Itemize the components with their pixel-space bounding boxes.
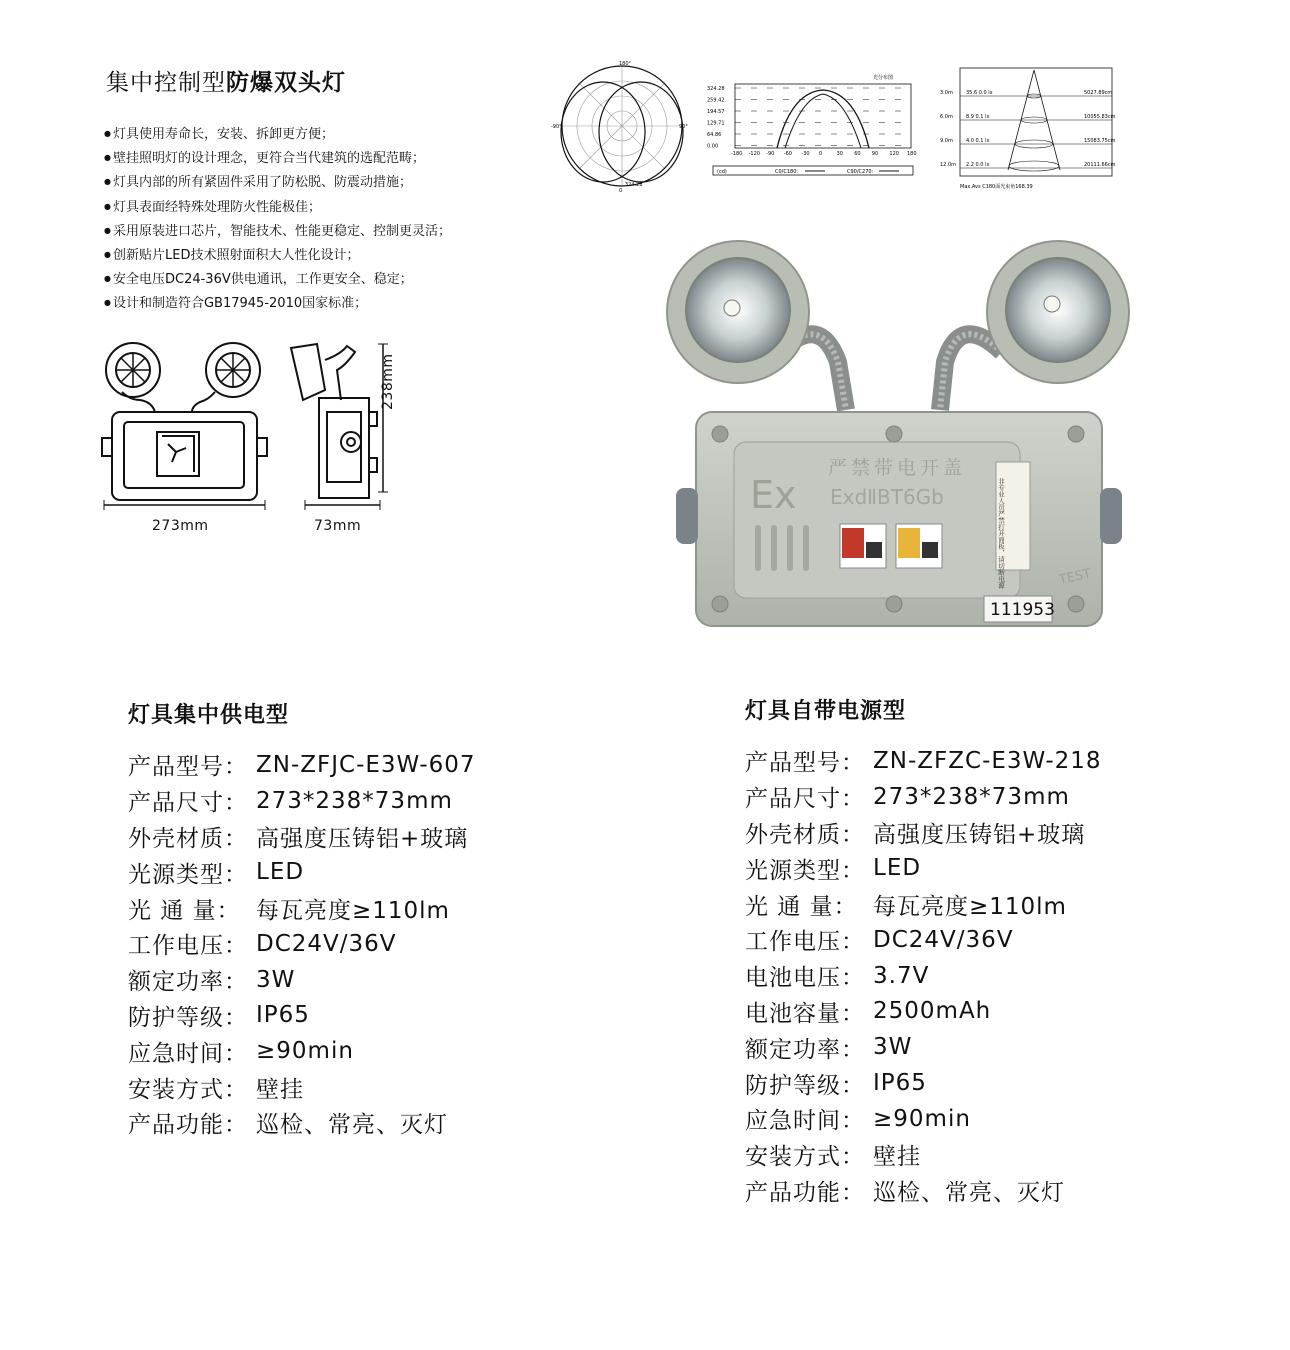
spec-value: 每瓦亮度≥110lm <box>256 897 450 924</box>
spec-row <box>128 854 476 890</box>
title-normal: 集中控制型 <box>106 70 226 96</box>
cone-d-label: 3.0m <box>940 90 953 96</box>
product-photo <box>660 232 1145 632</box>
spec-value: 3W <box>873 1034 913 1061</box>
feature-item: ● 壁挂照明灯的设计理念，更符合当代建筑的选配范畴； <box>104 146 451 170</box>
spec-value: 壁挂 <box>256 1076 304 1103</box>
spec-row <box>128 1069 476 1105</box>
cover-text: 严禁带电开盖 <box>828 457 967 479</box>
spec-value: DC24V/36V <box>873 926 1014 953</box>
spec-key: 产品尺寸： <box>745 786 865 813</box>
feature-item: ● 设计和制造符合GB17945-2010国家标准； <box>104 291 451 315</box>
y-tick-label: 259.42 <box>707 97 725 104</box>
y-tick-label: 64.86 <box>707 132 722 138</box>
page-title <box>106 64 346 97</box>
spec-key: 产品型号： <box>128 754 248 781</box>
polar-label-left: -90° <box>551 124 562 130</box>
spec-row <box>745 1101 1102 1137</box>
spec-value: 高强度压铸铝+玻璃 <box>256 825 469 852</box>
spec-row <box>128 926 476 962</box>
test-label: TEST <box>1057 566 1093 588</box>
cone-r-label: 5027.89cm <box>1084 90 1113 96</box>
x-tick-label: -180 <box>731 151 743 157</box>
spec-key: 应急时间： <box>745 1108 865 1135</box>
spec-key: 应急时间： <box>128 1040 248 1067</box>
spec-row <box>745 1173 1102 1209</box>
x-tick-label: 120 <box>889 151 899 157</box>
distribution-chart <box>705 72 917 180</box>
spec-block-self-powered <box>745 694 1102 1208</box>
spec-value: LED <box>873 855 922 882</box>
x-tick-label: 0 <box>819 151 823 157</box>
spec-row <box>128 1105 476 1141</box>
spec-key: 工作电压： <box>128 933 248 960</box>
polar-label-top: 180° <box>619 61 632 67</box>
cone-lx-label: 2.2 0.0 lx <box>966 162 990 168</box>
spec-key: 电池电压： <box>745 965 865 992</box>
spec-key: 光 通 量： <box>745 893 858 920</box>
spec-value: LED <box>256 859 305 886</box>
spec-row <box>128 783 476 819</box>
spec-row <box>745 922 1102 958</box>
feature-item: ● 灯具使用寿命长，安装、拆卸更方便； <box>104 122 451 146</box>
feature-item: ● 灯具表面经特殊处理防火性能极佳； <box>104 195 451 219</box>
spec-row <box>745 815 1102 851</box>
cone-r-label: 20111.66cm <box>1084 162 1116 168</box>
spec-row <box>745 994 1102 1030</box>
cone-lx-label: 8.9 0.1 lx <box>966 114 990 120</box>
ex-mark: Ex <box>750 473 797 517</box>
spec-row <box>745 850 1102 886</box>
front-view-drawing <box>100 340 270 515</box>
spec-row <box>128 819 476 855</box>
spec-value: 巡检、常亮、灭灯 <box>256 1112 448 1139</box>
cone-footer: Max.Avs C180面光束角168.39 <box>960 184 1033 190</box>
spec-heading-self-powered: 灯具自带电源型 <box>745 699 907 724</box>
x-tick-label: 30 <box>836 151 843 157</box>
distribution-title: 光分布图 <box>873 75 894 81</box>
spec-value: 3W <box>256 966 296 993</box>
cone-r-label: 15083.75cm <box>1084 138 1116 144</box>
x-tick-label: -90 <box>766 151 775 157</box>
spec-value: 3.7V <box>873 962 930 989</box>
spec-key: 产品尺寸： <box>128 790 248 817</box>
width-dimension: 273mm <box>152 518 209 534</box>
cone-lx-label: 35.6 0.0 lx <box>966 90 993 96</box>
spec-key: 工作电压： <box>745 929 865 956</box>
spec-value: IP65 <box>873 1070 927 1097</box>
cone-d-label: 9.0m <box>940 138 953 144</box>
spec-key: 防护等级： <box>745 1072 865 1099</box>
spec-value: 每瓦亮度≥110lm <box>873 893 1067 920</box>
legend-c90: C90/C270: <box>847 169 874 175</box>
polar-label-right: 90° <box>679 124 688 130</box>
spec-row <box>745 886 1102 922</box>
depth-dimension: 73mm <box>314 518 362 534</box>
spec-value: IP65 <box>256 1002 310 1029</box>
x-tick-label: 180 <box>907 151 917 157</box>
feature-item: ● 采用原装进口芯片，智能技术、性能更稳定、控制更灵活； <box>104 219 451 243</box>
spec-value: ≥90min <box>256 1038 354 1065</box>
warning-label: 非专业人员严禁打开面板，请切断电源 <box>997 478 1005 589</box>
spec-value: 2500mAh <box>873 998 992 1025</box>
spec-key: 光源类型： <box>745 857 865 884</box>
spec-key: 光源类型： <box>128 861 248 888</box>
spec-value: ZN-ZFZC-E3W-218 <box>873 747 1102 774</box>
y-tick-label: 324.28 <box>707 86 725 92</box>
y-tick-label: 129.71 <box>707 120 725 127</box>
spec-key: 外壳材质： <box>128 825 248 852</box>
feature-list <box>104 122 451 316</box>
ex-code: ExdⅡBT6Gb <box>830 485 944 509</box>
spec-row <box>745 1137 1102 1173</box>
x-tick-label: 60 <box>854 151 861 157</box>
spec-row <box>128 890 476 926</box>
spec-value: 273*238*73mm <box>256 787 453 814</box>
spec-row <box>745 743 1102 779</box>
illuminance-cone-diagram <box>938 66 1118 190</box>
spec-value: 壁挂 <box>873 1144 921 1171</box>
spec-row <box>128 962 476 998</box>
y-tick-label: 0.00 <box>707 143 719 150</box>
polar-label-bottom: 0 <box>619 188 623 194</box>
feature-item: ● 创新贴片LED技术照射面积大人性化设计； <box>104 243 451 267</box>
spec-key: 产品功能： <box>128 1112 248 1139</box>
spec-heading-central: 灯具集中供电型 <box>128 703 290 728</box>
height-dimension: 238mm <box>380 353 396 410</box>
cone-d-label: 12.0m <box>940 162 957 168</box>
feature-item: ● 安全电压DC24-36V供电通讯，工作更安全、稳定； <box>104 267 451 291</box>
x-tick-label: 90 <box>871 151 879 157</box>
spec-value: DC24V/36V <box>256 930 397 957</box>
x-tick-label: -30 <box>801 151 810 157</box>
spec-key: 外壳材质： <box>745 821 865 848</box>
spec-row <box>745 958 1102 994</box>
spec-row <box>745 779 1102 815</box>
spec-key: 产品型号： <box>745 750 865 777</box>
spec-value: 高强度压铸铝+玻璃 <box>873 821 1086 848</box>
feature-item: ● 灯具内部的所有紧固件采用了防松脱、防震动措施； <box>104 170 451 194</box>
serial-number: 111953 <box>990 600 1055 620</box>
polar-label-max: 324.28 <box>625 182 643 188</box>
x-tick-label: -60 <box>783 151 792 157</box>
spec-value: 273*238*73mm <box>873 783 1070 810</box>
x-tick-label: -120 <box>748 151 760 157</box>
spec-block-central <box>128 698 476 1141</box>
spec-key: 额定功率： <box>128 969 248 996</box>
cone-lx-label: 4.0 0.1 lx <box>966 138 990 144</box>
legend-c0: C0/C180: <box>775 169 799 175</box>
spec-key: 额定功率： <box>745 1036 865 1063</box>
polar-light-chart <box>553 62 691 194</box>
spec-row <box>128 998 476 1034</box>
spec-row <box>745 1029 1102 1065</box>
spec-key: 产品功能： <box>745 1179 865 1206</box>
side-view-drawing <box>285 340 395 515</box>
legend-unit: (cd) <box>717 169 727 175</box>
spec-key: 光 通 量： <box>128 897 241 924</box>
y-tick-label: 194.57 <box>707 109 725 115</box>
spec-value: 巡检、常亮、灭灯 <box>873 1179 1065 1206</box>
spec-key: 防护等级： <box>128 1004 248 1031</box>
title-bold: 防爆双头灯 <box>226 70 346 96</box>
spec-key: 电池容量： <box>745 1000 865 1027</box>
spec-row <box>128 747 476 783</box>
cone-r-label: 10055.83cm <box>1084 114 1116 120</box>
spec-value: ≥90min <box>873 1105 971 1132</box>
spec-key: 安装方式： <box>745 1144 865 1171</box>
cone-d-label: 6.0m <box>940 114 953 120</box>
spec-row <box>745 1065 1102 1101</box>
spec-row <box>128 1033 476 1069</box>
spec-value: ZN-ZFJC-E3W-607 <box>256 751 476 778</box>
spec-key: 安装方式： <box>128 1076 248 1103</box>
